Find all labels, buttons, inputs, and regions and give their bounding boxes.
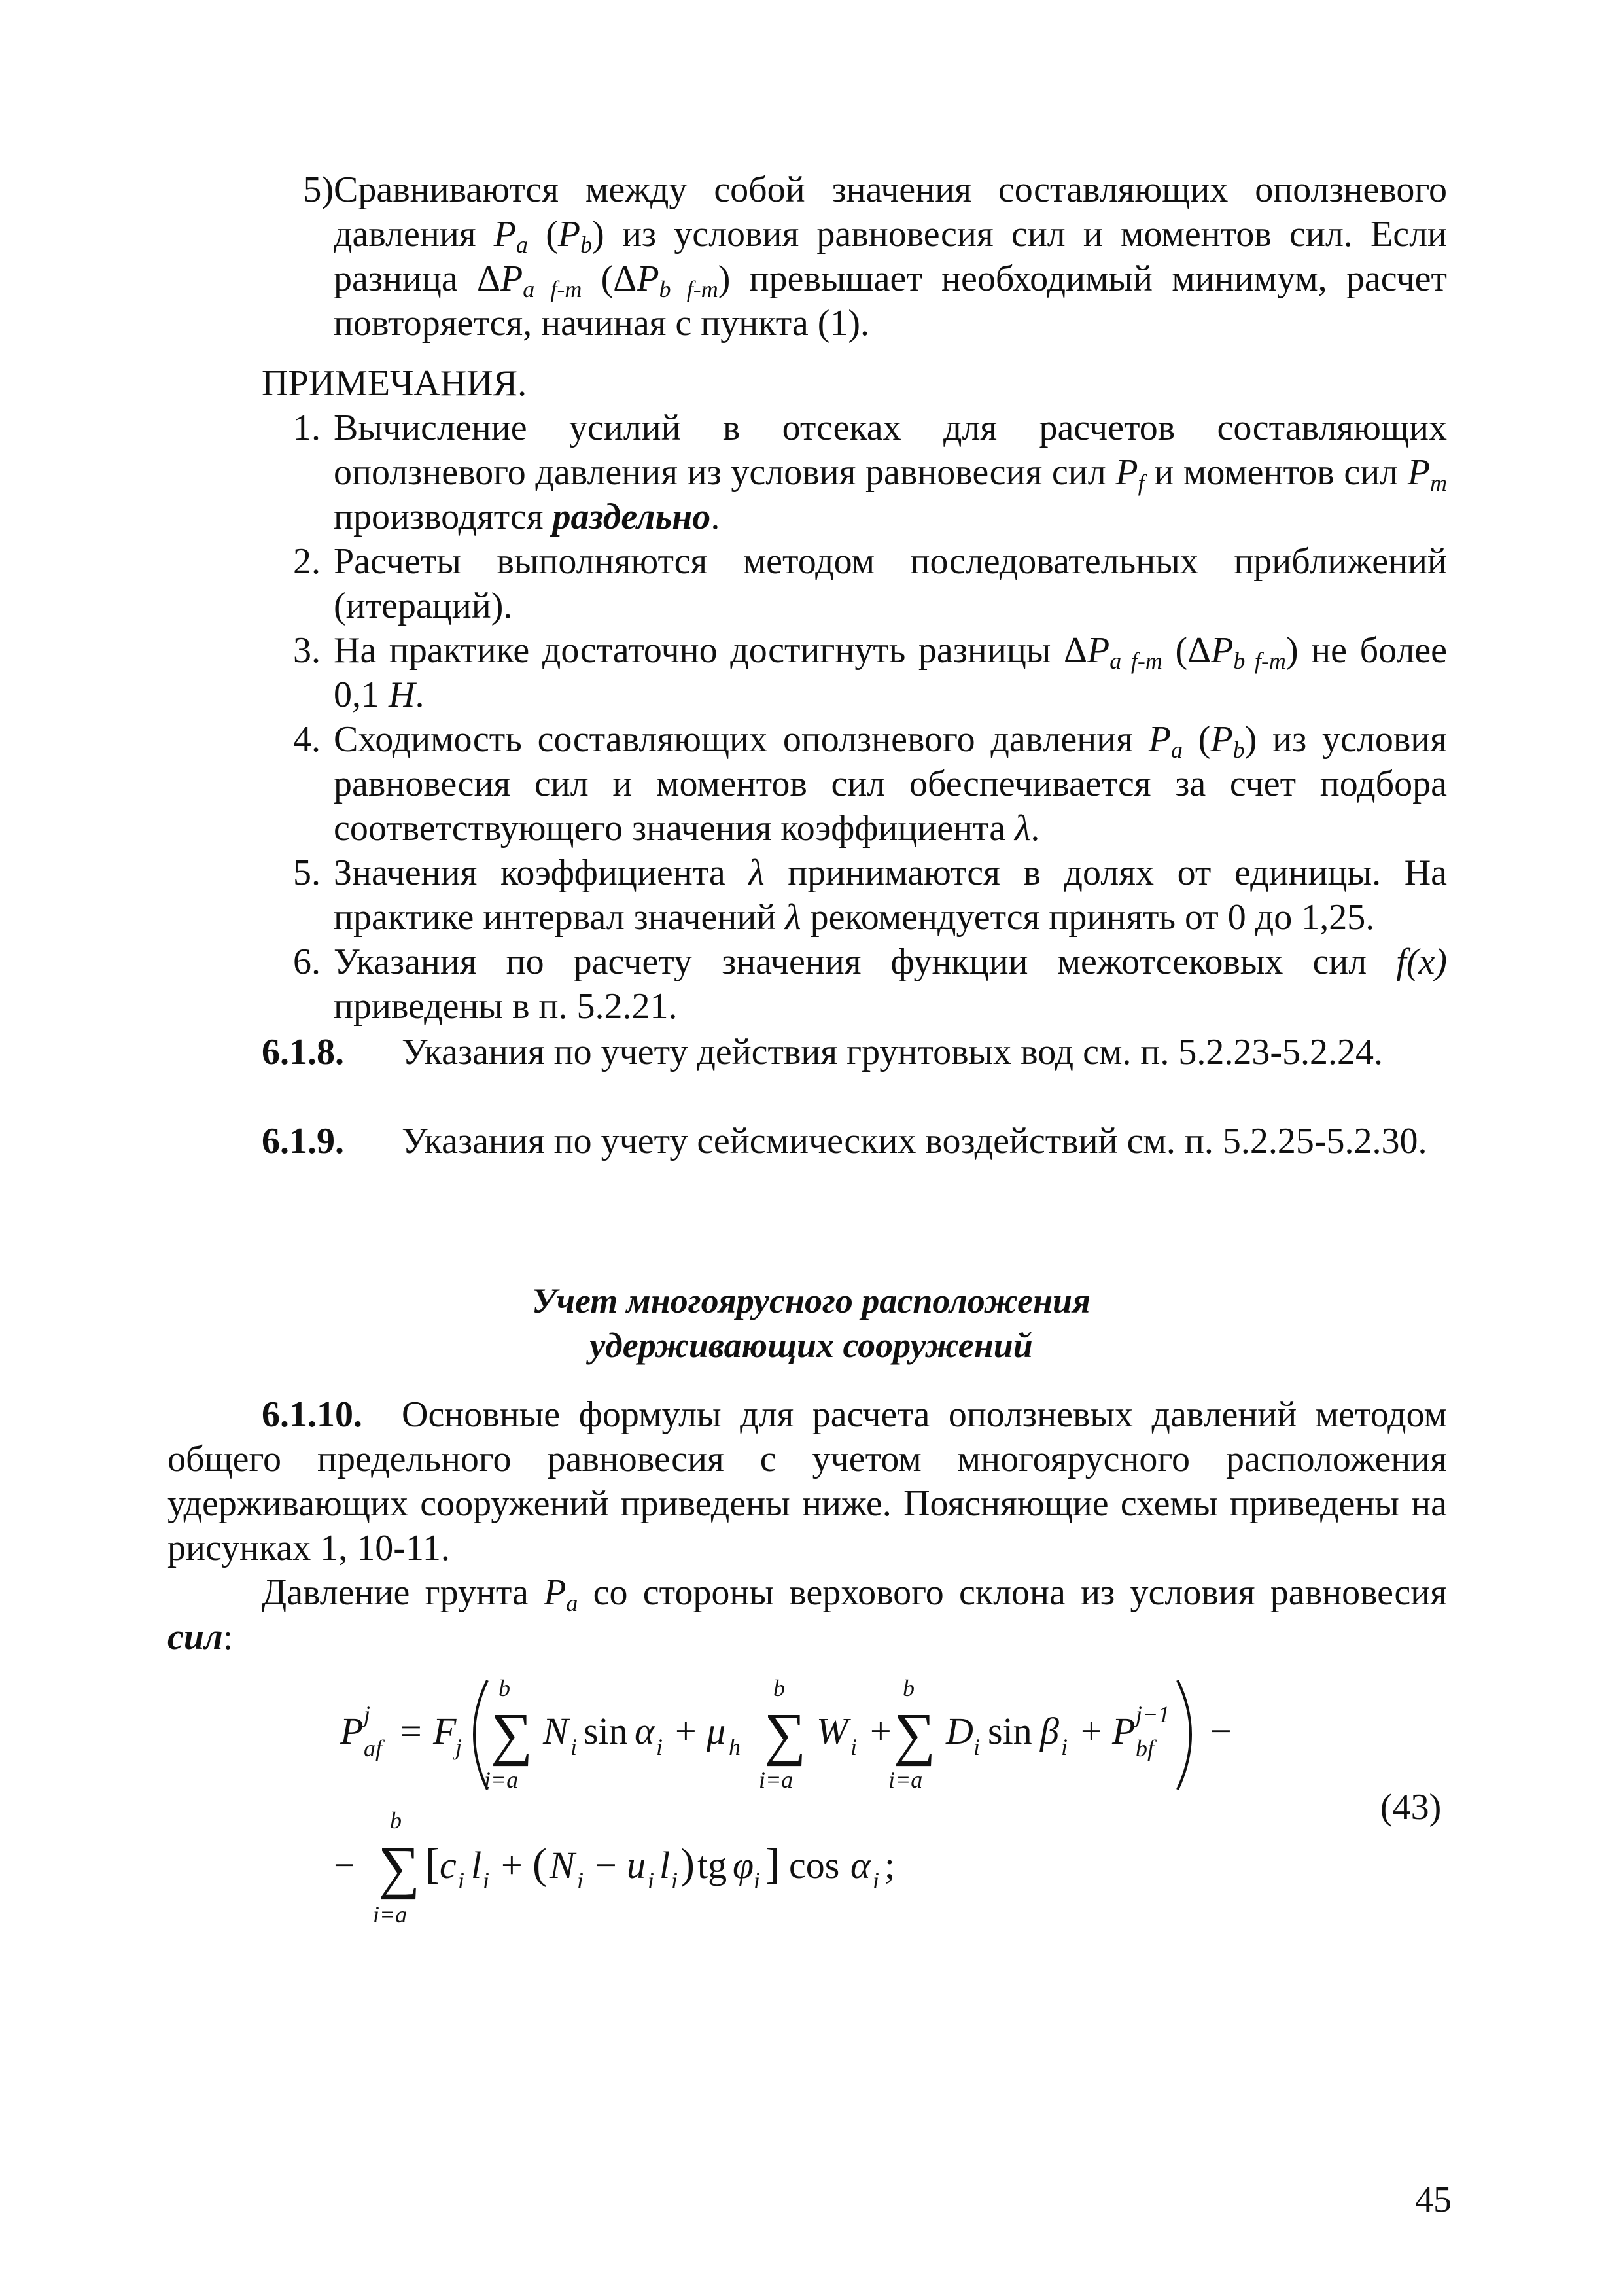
section-heading-line1: Учет многоярусного расположения	[532, 1281, 1091, 1320]
formula-term: β	[1040, 1710, 1059, 1752]
clause-text: Основные формулы для расчета оползневых давлений методом общего предельного равновесия с учетом многоярусного расположения удерживающих сооружений приведены ниже. Поясняющие схемы приведены на рисунках 1, 10-11.	[167, 1394, 1447, 1568]
formula-term: α	[850, 1844, 871, 1886]
formula-term: +	[1081, 1710, 1102, 1752]
note-number: 5.	[293, 853, 321, 893]
note-number: 6.	[293, 942, 321, 982]
sigma-icon: ∑	[491, 1702, 533, 1767]
note-number: 2.	[293, 541, 321, 582]
sigma-icon: ∑	[894, 1702, 936, 1767]
formula-term: bf	[1136, 1735, 1155, 1761]
formula-term: sin	[988, 1710, 1032, 1752]
formula-term: j	[455, 1734, 462, 1760]
formula-term: af	[364, 1735, 383, 1761]
formula-term: j−1	[1136, 1701, 1170, 1727]
page-number: 45	[1415, 2180, 1452, 2220]
list-number: 5)	[303, 169, 334, 210]
formula-term: P	[340, 1710, 364, 1752]
formula-term: i	[973, 1734, 981, 1760]
formula-term: i	[1061, 1734, 1068, 1760]
formula-term: W	[816, 1710, 848, 1752]
clause-6-1-8	[167, 1030, 1447, 1074]
clause-number: 6.1.8.	[262, 1032, 344, 1072]
sum-lower: i=a	[484, 1767, 519, 1793]
formula-term: sin	[584, 1710, 628, 1752]
note-text: Значения коэффициента λ принимаются в долях от единицы. На практике интервал значений λ рекомендуется принять от 0 до 1,25.	[334, 853, 1447, 938]
sum-lower: i=a	[759, 1767, 794, 1793]
formula-term: +	[501, 1844, 523, 1886]
sum-upper: b	[390, 1807, 402, 1833]
formula-term: )	[680, 1840, 695, 1888]
note-text: Указания по расчету значения функции межотсековых сил f(x) приведены в п. 5.2.21.	[334, 942, 1447, 1027]
formula-term: [	[425, 1840, 440, 1888]
formula-term: −	[334, 1844, 355, 1886]
formula-term: tg	[697, 1844, 727, 1886]
section-heading	[196, 1279, 1426, 1368]
formula-term: −	[1210, 1710, 1232, 1752]
formula-term: i	[671, 1867, 678, 1894]
formula-term: i	[754, 1867, 761, 1894]
formula-term: i	[577, 1867, 584, 1894]
formula-term: (	[532, 1840, 547, 1888]
formula-term: l	[659, 1844, 671, 1886]
formula-term: ;	[884, 1844, 896, 1886]
pressure-paragraph: Давление грунта $P_a$ со стороны верхового склона из условия равновесия сил:	[167, 1572, 1448, 1657]
sum-upper: b	[773, 1675, 785, 1701]
note-number: 1.	[293, 408, 321, 448]
clause-6-1-9	[167, 1119, 1447, 1163]
note-text: Вычисление усилий в отсеках для расчетов составляющих оползневого давления из условия равновесия сил $P_f$ и моментов сил $P_m$ производятся раздельно.	[334, 408, 1448, 537]
formula-term: i	[656, 1734, 663, 1760]
formula-term: N	[543, 1710, 568, 1752]
clause-number: 6.1.10.	[262, 1394, 362, 1435]
formula-term: −	[595, 1844, 617, 1886]
right-paren-icon	[1178, 1680, 1191, 1790]
note-text: На практике достаточно достигнуть разницы $\Delta P_{a f-m}$ $(\Delta P_{b f-m})$ не более 0,1 H.	[334, 630, 1448, 715]
sum-upper: b	[903, 1675, 915, 1701]
list-item-text: Сравниваются между собой значения составляющих оползневого давления $P_a$ $(P_b)$ из условия равновесия сил и моментов сил. Если разница $\Delta P_{a f-m}$ $(\Delta P_{b f-m})$ превышает необходимый минимум, расчет повторяется, начиная с пункта (1).	[334, 169, 1448, 344]
formula-term: i	[873, 1867, 880, 1894]
equation-number: (43)	[1380, 1787, 1442, 1828]
formula-term: +	[870, 1710, 892, 1752]
formula-term: i	[483, 1867, 490, 1894]
formula-term: ]	[765, 1840, 780, 1888]
formula-term: i	[570, 1734, 578, 1760]
sigma-icon: ∑	[378, 1835, 421, 1900]
formula-term: +	[675, 1710, 697, 1752]
note-number: 4.	[293, 719, 321, 760]
note-text: Расчеты выполняются методом последовательных приближений (итераций).	[334, 541, 1447, 626]
formula-term: c	[440, 1844, 457, 1886]
clause-text: Указания по учету действия грунтовых вод см. п. 5.2.23-5.2.24.	[402, 1032, 1383, 1072]
clause-number: 6.1.9.	[262, 1121, 344, 1161]
formula-term: u	[627, 1844, 646, 1886]
formula-43	[327, 1662, 1465, 1937]
formula-term: =	[400, 1710, 422, 1752]
formula-term: j	[364, 1701, 371, 1727]
formula-term: F	[433, 1710, 457, 1752]
formula-term: φ	[733, 1844, 754, 1886]
sum-lower: i=a	[373, 1901, 408, 1928]
formula-term: P	[1112, 1710, 1136, 1752]
formula-term: α	[635, 1710, 655, 1752]
sum-upper: b	[498, 1675, 510, 1701]
formula-term: i	[648, 1867, 655, 1894]
formula-term: D	[946, 1710, 973, 1752]
formula-term: cos	[789, 1844, 840, 1886]
note-number: 3.	[293, 630, 321, 671]
section-heading-line2: удерживающих сооружений	[589, 1326, 1033, 1365]
notes-heading: ПРИМЕЧАНИЯ.	[262, 363, 527, 404]
note-text: Сходимость составляющих оползневого давления $P_a$ $(P_b)$ из условия равновесия сил и моментов сил обеспечивается за счет подбора соответствующего значения коэффициента λ.	[334, 719, 1447, 849]
sum-lower: i=a	[888, 1767, 923, 1793]
formula-term: h	[729, 1734, 741, 1760]
formula-term: i	[458, 1867, 465, 1894]
formula-term: i	[850, 1734, 858, 1760]
clause-text: Указания по учету сейсмических воздействий см. п. 5.2.25-5.2.30.	[402, 1121, 1427, 1161]
sigma-icon: ∑	[764, 1702, 807, 1767]
formula-term: N	[550, 1844, 575, 1886]
formula-term: μ	[707, 1710, 726, 1752]
clause-6-1-10	[167, 1392, 1447, 1570]
formula-term: l	[471, 1844, 482, 1886]
